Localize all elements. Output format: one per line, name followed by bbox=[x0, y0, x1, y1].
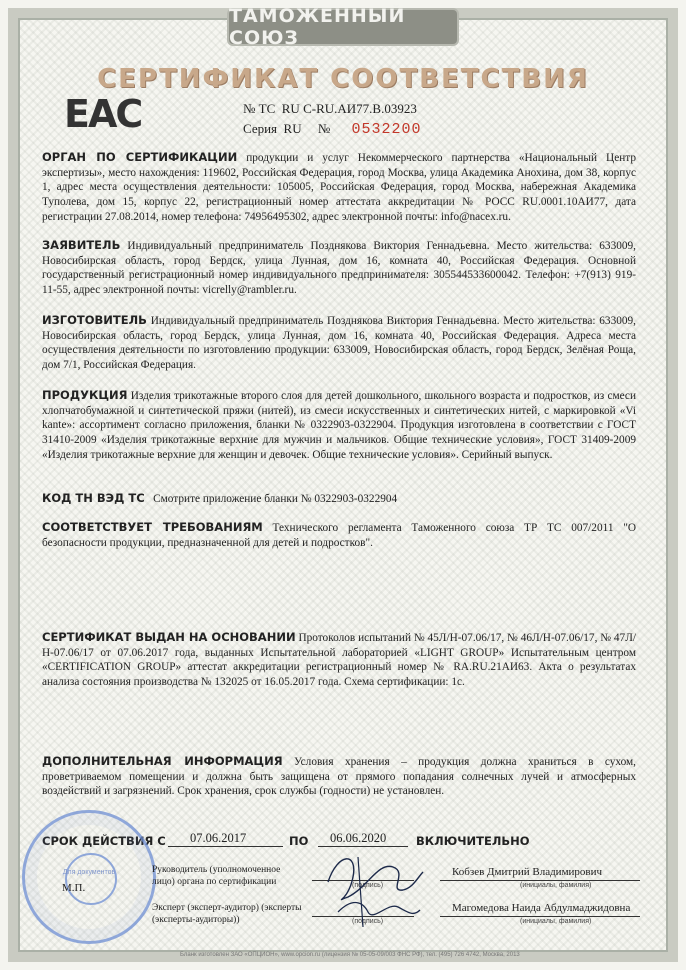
basis-text: Протоколов испытаний № 45Л/Н-07.06/17, № 46Л/Н-07.06/17, № 47Л/Н-07.06/17 от 07.06.2017 года, выданных Испытательной лабораторией «LIGHT GROUP» Испытательным центром «CERTIFICATION GROUP» аттестат аккредитации регистрационный номер № RA.RU.21АИ63. Акта о результатах анализа состояния производства № 132025 от 16.05.2017 года. Схема сертификации: 1с. bbox=[42, 632, 636, 689]
organ-label: ОРГАН ПО СЕРТИФИКАЦИИ bbox=[42, 150, 238, 164]
expert-name-line bbox=[440, 916, 640, 917]
certificate-number: RU C-RU.АИ77.В.03923 bbox=[281, 101, 417, 116]
code-label: КОД ТН ВЭД ТС bbox=[42, 491, 145, 505]
validity-to: 06.06.2020 bbox=[330, 831, 387, 845]
series-value: RU bbox=[283, 121, 302, 136]
manufacturer-text: Индивидуальный предприниматель Позднякова Виктория Геннадьевна. Место жительства: 633009, Новосибирская область, город Бердск, улица Лунная, дом 16, комната 40, Российская Федерация. Адреса места осуществления деятельности по изготовлению продукции: 633009, Новосибирская область, город Бердск, Зелёная Роща, дом 7/1, Российская Федерация. bbox=[42, 315, 636, 372]
organ-section bbox=[42, 150, 636, 225]
serial-label: № bbox=[317, 121, 331, 136]
expert-label: Эксперт (эксперт-аудитор) (эксперты (эксперты-аудиторы)) bbox=[152, 903, 302, 925]
number-label: № ТС bbox=[243, 101, 276, 116]
series-label: Серия bbox=[243, 121, 278, 136]
expert-name-caption: (инициалы, фамилия) bbox=[520, 918, 592, 925]
code-section bbox=[42, 491, 636, 507]
seal-label: М.П. bbox=[62, 882, 86, 894]
product-text: Изделия трикотажные второго слоя для детей дошкольного, школьного возраста и подростков, из смеси хлопчатобумажной и синтетической пряжи (нитей), из смеси искусственных и синтетических нитей, с маркировкой «Vi kante»: ассортимент согласно приложения, бланки № 0322903-0322904. Продукция изготовлена в соответствии с ГОСТ 31410-2009 «Изделия трикотажные верхние для мужчин и мальчиков. Общие технические условия», ГОСТ 31409-2009 «Изделия трикотажные верхние для женщин и девочек. Общие технические условия». Серийный выпуск. bbox=[42, 390, 636, 461]
product-label: ПРОДУКЦИЯ bbox=[42, 388, 128, 402]
head-name: Кобзев Дмитрий Владимирович bbox=[452, 866, 603, 878]
additional-text: Условия хранения – продукция должна храниться в сухом, проветриваемом помещении и должна быть защищена от прямого попадания солнечных лучей и атмосферных воздействий и загрязнений. Срок хранения, срок службы (годности) не установлен. bbox=[42, 756, 636, 798]
basis-label: СЕРТИФИКАТ ВЫДАН НА ОСНОВАНИИ bbox=[42, 630, 296, 644]
validity-from: 07.06.2017 bbox=[190, 831, 247, 845]
validity-to-label: ПО bbox=[289, 834, 309, 848]
manufacturer-label: ИЗГОТОВИТЕЛЬ bbox=[42, 313, 147, 327]
organ-text: продукции и услуг Некоммерческого партнерства «Национальный Центр экспертизы», место нахождения: 119602, Российская Федерация, город Москва, улица Академика Анохина, дом 38, корпус 1, адрес места осуществления деятельности: 105005, Российская Федерация, город Москва, набережная Академика Туполева, дом 15, корпус 22, регистрационный номер аттестата аккредитации № РОСС RU.0001.10АИ77, дата регистрации 27.08.2014, номер телефона: 74956495302, адрес электронной почты: info@nacex.ru. bbox=[42, 152, 636, 223]
expert-signature-caption: (подпись) bbox=[352, 918, 384, 925]
head-name-caption: (инициалы, фамилия) bbox=[520, 882, 592, 889]
additional-label: ДОПОЛНИТЕЛЬНАЯ ИНФОРМАЦИЯ bbox=[42, 754, 283, 768]
code-text: Смотрите приложение бланки № 0322903-0322904 bbox=[153, 493, 398, 505]
expert-name: Магомедова Наида Абдулмаджидовна bbox=[452, 902, 631, 914]
serial-number: 0532200 bbox=[351, 121, 422, 138]
applicant-label: ЗАЯВИТЕЛЬ bbox=[42, 238, 121, 252]
customs-union-banner: ТАМОЖЕННЫЙ СОЮЗ bbox=[229, 10, 457, 44]
certificate-number-row bbox=[243, 101, 417, 117]
validity-inclusive: ВКЛЮЧИТЕЛЬНО bbox=[416, 834, 530, 848]
head-label: Руководитель (уполномоченное лицо) органа по сертификации bbox=[152, 865, 281, 887]
stamp-center-circle bbox=[65, 853, 117, 905]
form-footer: Бланк изготовлен ЗАО «ОПЦИОН», www.opcion.ru (лицензия № 05-05-09/003 ФНС РФ), тел. (495) 726 4742, Москва, 2013 bbox=[180, 952, 520, 958]
basis-section bbox=[42, 630, 636, 690]
product-section bbox=[42, 388, 636, 463]
head-name-line bbox=[440, 880, 640, 881]
validity-from-line bbox=[168, 846, 283, 847]
applicant-section bbox=[42, 238, 636, 298]
manufacturer-section bbox=[42, 313, 636, 373]
additional-section bbox=[42, 754, 636, 799]
conforms-text: Технического регламента Таможенного союза ТР ТС 007/2011 "О безопасности продукции, предназначенной для детей и подростков". bbox=[42, 522, 637, 549]
seal-stamp bbox=[22, 810, 156, 944]
validity-label: СРОК ДЕЙСТВИЯ С bbox=[42, 834, 166, 848]
certificate-title: СЕРТИФИКАТ СООТВЕТСТВИЯ bbox=[97, 64, 589, 94]
conforms-section bbox=[42, 520, 636, 550]
conforms-label: СООТВЕТСТВУЕТ ТРЕБОВАНИЯМ bbox=[42, 520, 263, 534]
handwritten-signature bbox=[318, 842, 428, 932]
head-signature-caption: (подпись) bbox=[352, 882, 384, 889]
applicant-text: Индивидуальный предприниматель Позднякова Виктория Геннадьевна. Место жительства: 633009, Новосибирская область, город Бердск, улица Лунная, дом 16, комната 40, Российская Федерация. Основной государственный регистрационный номер индивидуального предпринимателя: 305544533600042. Телефон: +7(913) 919-11-55, адрес электронной почты: vicrelly@rambler.ru. bbox=[42, 240, 637, 297]
stamp-text: Для документов bbox=[62, 869, 116, 876]
series-row bbox=[243, 121, 422, 138]
eac-logo: ЕАС bbox=[64, 92, 142, 136]
